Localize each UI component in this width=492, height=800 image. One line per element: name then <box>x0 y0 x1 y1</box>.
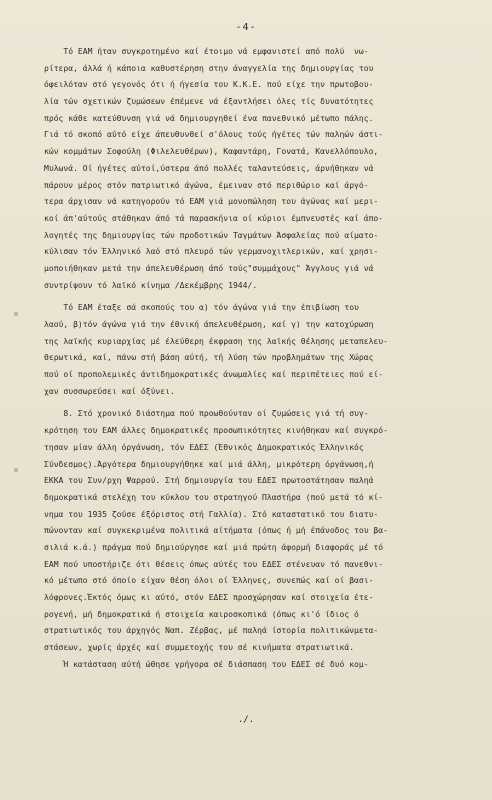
text-line: θερωτικά, καί, πάνω στή βάση αύτή, τή λύση τών προβλημάτων της Χώρας <box>44 353 374 363</box>
text-line: κοί άπ'αύτούς στάθηκαν άπό τά παρασκήνια οί κύριοι έμπνευστές καί άπο- <box>44 213 384 223</box>
text-line: λογητές της δημιουργίας τών προδοτικών Ταγμάτων Άσφαλείας πού αίματο- <box>44 230 379 240</box>
text-line: στάσεων, χωρίς άρχές καί συμμετοχής του σέ κινήματα στρατιωτικά. <box>44 643 355 653</box>
text-line: ΕΑΜ πού υποστήριζε ότι θέσεις όπως αύτές του ΕΔΕΣ στένευαν τό πανεθνι- <box>44 559 384 569</box>
document-body <box>44 44 476 673</box>
text-line: Μυλωνά. Οί ήγέτες αύτοί,ύστερα άπό πολλές ταλαντεύσεις, άρνήθηκαν νά <box>44 163 374 173</box>
paragraph-3 <box>44 406 476 673</box>
text-line: κύλισαν τόν Έλληνικό λαό στό πλευρό τών γερμανοχιτλερικών, καί χρησι- <box>44 247 379 257</box>
text-line: κρότηση του ΕΑΜ άλλες δημοκρατικές προσωπικότητες κινήθηκαν καί συγκρό- <box>44 426 388 436</box>
text-line: μοποιήθηκαν μετά την άπελευθέρωση άπό τούς"συμμάχους" Άγγλους γιά νά <box>44 263 374 273</box>
paragraph-1 <box>44 44 476 294</box>
text-line: κών κομμάτων Σοφούλη (Φιλελευθέρων), Καφαντάρη, Γονατά, Κανελλόπουλο, <box>44 147 379 157</box>
text-line: Γιά τό σκοπό αύτό είχε άπευθυνθεί σ'όλους τούς ήγέτες τών παληών άστι- <box>44 130 384 140</box>
text-line: Ή κατάσταση αύτή ώθησε γρήγορα σέ διάσπαση του ΕΔΕΣ σέ δυό κομ- <box>44 659 369 669</box>
text-line: ρογενή, μή δημοκρατικά ή στοιχεία καιροσκοπικά (όπως κι'ό ίδιος ό <box>44 609 359 619</box>
text-line: πού οί προπολεμικές άντιδημοκρατικές άνωμαλίες καί περιπέτειες πού εί- <box>44 370 384 380</box>
text-line: δημοκρατικά στελέχη του κύκλου του στρατηγού Πλαστήρα (πού μετά τό κί- <box>44 492 384 502</box>
paragraph-2 <box>44 300 476 400</box>
text-line: λία τών σχετικών ζυμώσεων έπέμενε νά έξαντλήσει όλες τίς δυνατότητες <box>44 97 374 107</box>
text-line: πάρουν μέρος στόν πατριωτικό άγώνα, έμειναν στό περιθώριο καί άργό- <box>44 180 369 190</box>
text-line: Τό ΕΑΜ ήταν συγκροτημένο καί έτοιμο νά εμφανιστεί από πολύ νω- <box>44 47 369 56</box>
text-line: στρατιωτικός του άρχηγός Ναπ. Ζέρβας, μέ παληά ίστορία πολιτικώνμετα- <box>44 626 379 636</box>
text-line: πώνονταν καί συγκεκριμένα πολιτικά αίτήματα (όπως ή μή έπάνοδος του βα- <box>44 526 388 536</box>
text-line: όφειλόταν στό γεγονός ότι ή ήγεσία του Κ.Κ.Ε. πού είχε την πρωτοβου- <box>44 80 374 90</box>
text-line: 8. Στό χρονικό διάστημα πού προωθούνταν οί ζυμώσεις γιά τή συγ- <box>44 409 369 419</box>
page-number: -4- <box>235 22 257 33</box>
text-line: σιλιά κ.ά.) πράγμα πού δημιούργησε καί μιά πρώτη άφορμή διαφοράς μέ τό <box>44 542 384 552</box>
text-line: λόφρονες.Έκτός όμως κι αύτό, στόν ΕΔΕΣ προσχώρησαν καί στοιχεία έτε- <box>44 593 374 602</box>
text-line: Τό ΕΑΜ έταξε σά σκοπούς του α) τόν άγώνα γιά την έπιβίωση του <box>44 303 359 313</box>
punch-hole <box>14 468 18 472</box>
page-end-mark: ./. <box>237 715 255 725</box>
punch-hole <box>14 312 18 316</box>
text-line: ρίτερα, άλλά ή κάποια καθυστέρηση στην άναγγελία της δημιουργίας του <box>44 63 374 73</box>
text-line: Σύνδεσμος).Άργότερα δημιουργήθηκε καί μιά άλλη, μικρότερη όργάνωση,ή <box>44 459 374 469</box>
text-line: πρός κάθε κατεύθυνση γιά νά δημιουργηθεί ένα πανεθνικό μέτωπο πάλης. <box>44 113 374 123</box>
text-line: συντρίψουν τό λαϊκό κίνημα /Δεκέμβρης 1944/. <box>44 280 258 290</box>
text-line: της λαϊκής κυριαρχίας μέ έλεύθερη έκφραση της λαϊκής θέλησης μεταπελευ- <box>44 336 388 346</box>
text-line: τερα άρχισαν νά κατηγορούν τό ΕΑΜ γιά μονοπώληση του άγώνας καί μερι- <box>44 197 379 207</box>
text-line: ΕΚΚΑ του Συν/ρχη Ψαρρού. Στή δημιουργία του ΕΔΕΣ πρωτοστάτησαν παληά <box>44 476 374 486</box>
text-line: κό μέτωπο στό όποίο είχαν θέση όλοι οί Έλληνες, συνεπώς καί οί βασι- <box>44 576 374 586</box>
text-line: λαού, β)τόν άγώνα γιά την έθνική άπελευθέρωση, καί γ) την κατοχύρωση <box>44 320 374 329</box>
text-line: νημα του 1935 ζούσε έξόριστος στή Γαλλία). Στό καταστατικό του διατυ- <box>44 509 379 519</box>
text-line: χαν συσσωρεύσει καί όξύνει. <box>44 386 175 396</box>
text-line: τησαν μίαν άλλη όργάνωση, τόν ΕΔΕΣ (Έθνικός Δημοκρατικός Έλληνικός <box>44 442 364 452</box>
